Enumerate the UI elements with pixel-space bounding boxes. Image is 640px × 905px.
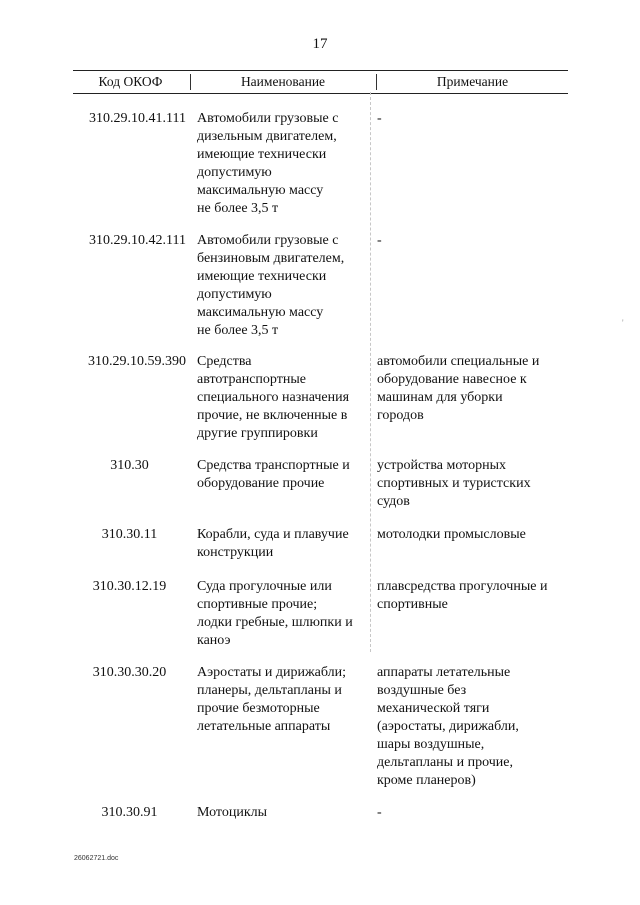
page-number: 17 bbox=[312, 36, 328, 52]
row-note: аппараты летательные воздушные без механической тяги (аэростаты, дирижабли, шары воздушные, дельтапланы и прочие, кроме планеров) bbox=[377, 665, 519, 788]
table-header bbox=[73, 70, 568, 94]
header-code: Код ОКОФ bbox=[98, 74, 163, 89]
header-note: Примечание bbox=[436, 74, 509, 89]
row-name: Корабли, суда и плавучие конструкции bbox=[197, 527, 349, 560]
row-code: 310.30 bbox=[110, 458, 149, 473]
document-reference: 26062721.doc bbox=[74, 855, 119, 862]
row-note: автомобили специальные и оборудование навесное к машинам для уборки городов bbox=[377, 354, 540, 423]
row-note: - bbox=[377, 111, 382, 126]
row-note: - bbox=[377, 233, 382, 248]
row-name: Мотоциклы bbox=[197, 805, 268, 820]
row-code: 310.29.10.41.111 bbox=[89, 111, 186, 126]
row-note: мотолодки промысловые bbox=[377, 527, 526, 542]
row-code: 310.29.10.59.390 bbox=[88, 354, 186, 369]
row-code: 310.30.11 bbox=[101, 527, 158, 542]
row-name: Аэростаты и дирижабли; планеры, дельтапланы и прочие безмоторные летательные аппараты bbox=[197, 665, 346, 734]
row-note: - bbox=[377, 805, 382, 820]
header-name: Наименование bbox=[240, 74, 326, 89]
column-divider bbox=[370, 92, 371, 652]
row-name: Автомобили грузовые с бензиновым двигателем, имеющие технически допустимую максимальную массу не более 3,5 т bbox=[197, 233, 345, 338]
row-name: Средства транспортные и оборудование прочие bbox=[197, 458, 350, 491]
row-code: 310.30.30.20 bbox=[92, 665, 167, 680]
row-note: плавсредства прогулочные и спортивные bbox=[377, 579, 548, 612]
margin-tick: ' bbox=[622, 318, 624, 328]
row-code: 310.30.12.19 bbox=[92, 579, 167, 594]
row-code: 310.29.10.42.111 bbox=[89, 233, 186, 248]
row-note: устройства моторных спортивных и туристских судов bbox=[377, 458, 531, 509]
row-name: Суда прогулочные или спортивные прочие; лодки гребные, шлюпки и каноэ bbox=[197, 579, 353, 648]
row-name: Автомобили грузовые с дизельным двигателем, имеющие технически допустимую максимальную массу не более 3,5 т bbox=[197, 111, 339, 216]
row-code: 310.30.91 bbox=[101, 805, 158, 820]
row-name: Средства автотранспортные специального назначения прочие, не включенные в другие группировки bbox=[197, 354, 350, 441]
